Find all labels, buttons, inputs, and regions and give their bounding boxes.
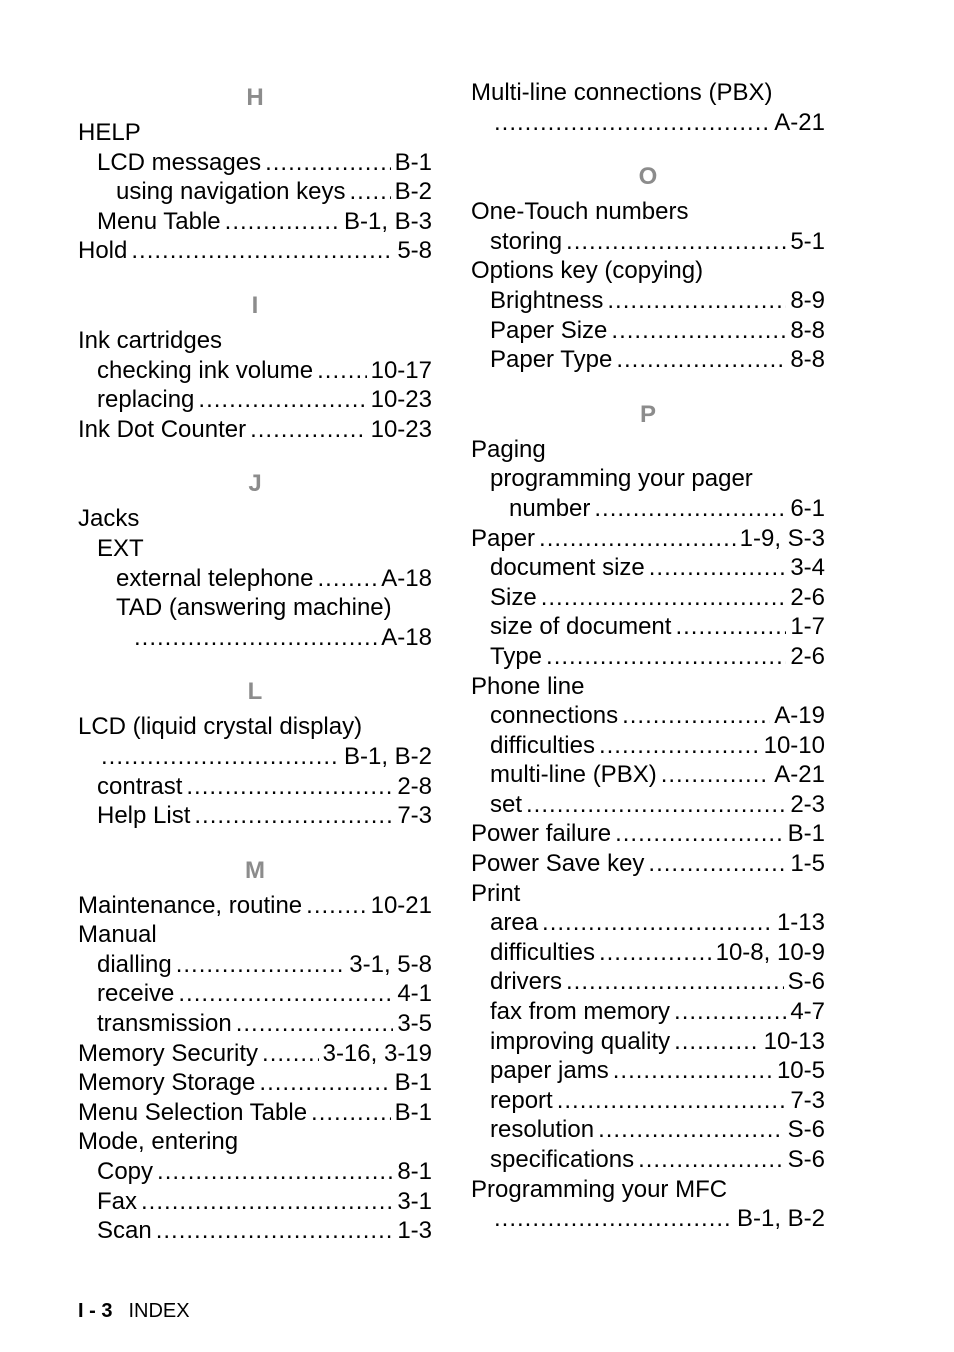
entry-term: Fax <box>97 1187 138 1215</box>
index-entry <box>471 1175 825 1205</box>
entry-term: Ink cartridges <box>78 326 223 354</box>
entry-term: difficulties <box>490 938 595 966</box>
entry-page-ref: 1-9, S-3 <box>739 524 825 552</box>
index-entry <box>78 415 432 445</box>
entry-page-ref: 1-13 <box>776 909 825 937</box>
index-entry <box>471 1145 825 1175</box>
index-entry <box>471 819 825 849</box>
index-entry <box>471 672 825 702</box>
entry-page-ref: S-6 <box>787 968 825 996</box>
index-entry <box>78 177 432 207</box>
section-gap <box>78 652 432 672</box>
index-entry <box>471 316 825 346</box>
index-entry <box>471 345 825 375</box>
index-entry <box>78 593 432 623</box>
entry-page-ref: 7-3 <box>790 1086 825 1114</box>
entry-page-ref: 8-8 <box>790 316 825 344</box>
dot-leader <box>615 819 784 849</box>
index-entry <box>78 118 432 148</box>
index-entry <box>471 642 825 672</box>
dot-leader <box>494 108 770 138</box>
index-entry <box>471 464 825 494</box>
dot-leader <box>622 701 770 731</box>
entry-page-ref: 3-16, 3-19 <box>322 1039 432 1067</box>
section-letter: M <box>245 856 265 884</box>
dot-leader <box>607 286 786 316</box>
dot-leader <box>225 207 340 237</box>
dot-leader <box>178 979 393 1009</box>
entry-page-ref: B-1, B-2 <box>343 742 432 770</box>
entry-term: Power Save key <box>471 850 645 878</box>
dot-leader <box>262 1039 319 1069</box>
page-number: I - 3 <box>78 1300 113 1322</box>
entry-term: fax from memory <box>490 998 671 1026</box>
index-entry <box>78 148 432 178</box>
dot-leader <box>557 1086 787 1116</box>
entry-term: receive <box>97 980 175 1008</box>
index-entry <box>78 504 432 534</box>
entry-page-ref: 5-1 <box>790 227 825 255</box>
dot-leader <box>194 801 393 831</box>
entry-page-ref: 2-3 <box>790 790 825 818</box>
index-column-left <box>78 78 432 1246</box>
dot-leader <box>250 415 367 445</box>
entry-page-ref: 3-1 <box>397 1187 432 1215</box>
index-entry <box>78 979 432 1009</box>
dot-leader <box>566 227 786 257</box>
dot-leader <box>611 316 786 346</box>
entry-term: LCD (liquid crystal display) <box>78 713 363 741</box>
entry-page-ref: 3-5 <box>397 1010 432 1038</box>
section-letter: P <box>639 400 656 428</box>
entry-page-ref: 2-6 <box>790 642 825 670</box>
index-entry <box>471 790 825 820</box>
entry-term: Print <box>471 879 521 907</box>
dot-leader <box>674 1027 760 1057</box>
dot-leader <box>599 938 712 968</box>
dot-leader <box>306 891 366 921</box>
dot-leader <box>157 1157 393 1187</box>
dot-leader <box>598 1115 784 1145</box>
index-entry <box>471 879 825 909</box>
dot-leader <box>259 1068 390 1098</box>
entry-term: Manual <box>78 921 157 949</box>
index-entry <box>471 494 825 524</box>
index-entry <box>471 701 825 731</box>
dot-leader <box>265 148 391 178</box>
section-letter: L <box>247 678 263 706</box>
index-entry <box>78 1068 432 1098</box>
entry-term: LCD messages <box>97 148 262 176</box>
index-entry <box>471 553 825 583</box>
dot-leader <box>349 177 390 207</box>
entry-term: checking ink volume <box>97 356 314 384</box>
index-entry <box>471 731 825 761</box>
index-entry <box>471 908 825 938</box>
entry-page-ref: A-18 <box>381 564 432 592</box>
dot-leader <box>526 790 786 820</box>
entry-term: Jacks <box>78 505 140 533</box>
index-column-right <box>471 78 825 1234</box>
entry-term: Hold <box>78 237 128 265</box>
entry-term: Power failure <box>471 820 612 848</box>
section-letter: I <box>251 291 259 319</box>
entry-term: Memory Storage <box>78 1069 256 1097</box>
dot-leader <box>494 1204 733 1234</box>
section-gap <box>78 266 432 286</box>
entry-page-ref: A-18 <box>381 623 432 651</box>
entry-page-ref: 10-5 <box>776 1057 825 1085</box>
entry-term: programming your pager <box>490 465 753 493</box>
section-gap <box>78 831 432 851</box>
entry-term: using navigation keys <box>116 178 346 206</box>
section-name: INDEX <box>128 1300 190 1322</box>
dot-leader <box>542 908 773 938</box>
index-entry <box>471 1204 825 1234</box>
dot-leader <box>541 583 787 613</box>
index-entry <box>78 742 432 772</box>
section-gap <box>471 375 825 395</box>
index-entry <box>471 286 825 316</box>
dot-leader <box>131 236 393 266</box>
entry-term: storing <box>490 227 563 255</box>
entry-page-ref: B-1 <box>394 148 432 176</box>
index-entry <box>78 891 432 921</box>
section-gap <box>78 444 432 464</box>
entry-term: Scan <box>97 1217 152 1245</box>
dot-leader <box>317 356 367 386</box>
entry-term: resolution <box>490 1116 595 1144</box>
entry-term: specifications <box>490 1146 635 1173</box>
dot-leader <box>156 1216 394 1246</box>
entry-term: EXT <box>97 534 144 562</box>
index-entry <box>78 1127 432 1157</box>
dot-leader <box>134 623 377 653</box>
entry-page-ref: 8-1 <box>397 1158 432 1186</box>
entry-term: Paper Size <box>490 316 608 344</box>
index-entry <box>78 920 432 950</box>
dot-leader <box>141 1187 393 1217</box>
index-entry <box>78 623 432 653</box>
entry-term: drivers <box>490 968 563 996</box>
dot-leader <box>674 997 786 1027</box>
dot-leader <box>661 760 771 790</box>
entry-term: TAD (answering machine) <box>116 594 392 622</box>
index-entry <box>78 950 432 980</box>
entry-term: replacing <box>97 386 195 414</box>
entry-term: external telephone <box>116 564 314 592</box>
entry-term: size of document <box>490 613 672 641</box>
index-entry <box>471 938 825 968</box>
entry-term: Phone line <box>471 672 585 700</box>
entry-page-ref: B-1 <box>394 1069 432 1097</box>
entry-page-ref: 10-23 <box>370 386 432 414</box>
index-entry <box>471 435 825 465</box>
entry-term: transmission <box>97 1010 232 1038</box>
dot-leader <box>176 950 346 980</box>
dot-leader <box>638 1145 784 1175</box>
dot-leader <box>101 742 340 772</box>
entry-term: One-Touch numbers <box>471 198 689 226</box>
index-entry <box>471 1027 825 1057</box>
index-entry <box>471 108 825 138</box>
index-entry <box>78 385 432 415</box>
dot-leader <box>649 553 787 583</box>
entry-term: HELP <box>78 119 141 146</box>
dot-leader <box>546 642 786 672</box>
index-entry <box>78 1039 432 1069</box>
index-entry <box>471 1115 825 1145</box>
entry-page-ref: 5-8 <box>397 237 432 265</box>
entry-term: dialling <box>97 950 172 978</box>
entry-term: Menu Selection Table <box>78 1098 308 1126</box>
entry-term: improving quality <box>490 1027 671 1055</box>
entry-term: Size <box>490 583 537 611</box>
dot-leader <box>675 612 786 642</box>
index-entry <box>471 612 825 642</box>
entry-term: number <box>509 494 591 522</box>
dot-leader <box>311 1098 391 1128</box>
entry-page-ref: 1-7 <box>790 613 825 641</box>
entry-page-ref: B-2 <box>394 178 432 206</box>
index-entry <box>78 1157 432 1187</box>
entry-page-ref: A-21 <box>774 108 825 136</box>
entry-page-ref: 10-23 <box>370 415 432 443</box>
dot-leader <box>566 967 784 997</box>
entry-term: Programming your MFC <box>471 1175 728 1203</box>
index-entry <box>471 1056 825 1086</box>
entry-page-ref: 10-10 <box>763 731 825 759</box>
entry-term: document size <box>490 554 645 582</box>
index-entry <box>471 78 825 108</box>
entry-page-ref: 2-8 <box>397 772 432 800</box>
index-entry <box>471 227 825 257</box>
entry-term: set <box>490 790 523 818</box>
section-letter: J <box>248 470 262 498</box>
entry-page-ref: S-6 <box>787 1116 825 1144</box>
index-entry <box>78 564 432 594</box>
index-entry <box>471 849 825 879</box>
entry-page-ref: 1-3 <box>397 1217 432 1245</box>
entry-page-ref: 10-21 <box>370 891 432 919</box>
index-entry <box>471 760 825 790</box>
index-entry <box>78 1187 432 1217</box>
index-entry <box>78 1098 432 1128</box>
entry-page-ref: 10-8, 10-9 <box>715 938 825 966</box>
entry-term: Paper <box>471 524 536 552</box>
entry-page-ref: A-19 <box>774 702 825 730</box>
entry-page-ref: 3-4 <box>790 554 825 582</box>
index-entry <box>78 1216 432 1246</box>
entry-term: paper jams <box>490 1057 609 1085</box>
entry-page-ref: B-1, B-2 <box>736 1205 825 1233</box>
entry-term: Copy <box>97 1158 154 1186</box>
entry-term: Type <box>490 642 543 670</box>
index-entry <box>471 997 825 1027</box>
index-entry <box>471 967 825 997</box>
entry-page-ref: A-21 <box>774 761 825 789</box>
entry-term: multi-line (PBX) <box>490 761 657 789</box>
index-entry <box>78 1009 432 1039</box>
index-entry <box>471 256 825 286</box>
entry-term: Ink Dot Counter <box>78 415 247 443</box>
entry-term: Menu Table <box>97 207 221 235</box>
entry-term: Options key (copying) <box>471 257 704 285</box>
entry-page-ref: S-6 <box>787 1146 825 1173</box>
entry-term: Brightness <box>490 286 604 314</box>
dot-leader <box>613 1056 773 1086</box>
index-entry <box>471 583 825 613</box>
entry-page-ref: 7-3 <box>397 802 432 830</box>
page-footer <box>78 1300 190 1323</box>
dot-leader <box>198 385 366 415</box>
entry-term: connections <box>490 702 619 730</box>
entry-term: Multi-line connections (PBX) <box>471 79 773 106</box>
index-entry <box>471 524 825 554</box>
entry-term: Mode, entering <box>78 1128 239 1156</box>
index-entry <box>78 801 432 831</box>
entry-page-ref: 4-7 <box>790 998 825 1026</box>
dot-leader <box>594 494 786 524</box>
entry-term: report <box>490 1086 553 1114</box>
entry-page-ref: 10-13 <box>763 1027 825 1055</box>
dot-leader <box>186 772 393 802</box>
index-entry <box>78 534 432 564</box>
dot-leader <box>539 524 736 554</box>
entry-term: area <box>490 909 539 937</box>
entry-page-ref: 3-1, 5-8 <box>349 950 432 978</box>
dot-leader <box>236 1009 394 1039</box>
entry-page-ref: B-1 <box>787 820 825 848</box>
entry-page-ref: 4-1 <box>397 980 432 1008</box>
dot-leader <box>616 345 786 375</box>
entry-page-ref: 2-6 <box>790 583 825 611</box>
entry-term: Paging <box>471 435 546 463</box>
index-entry <box>78 772 432 802</box>
entry-page-ref: 8-8 <box>790 346 825 374</box>
section-letter: H <box>246 84 264 111</box>
entry-term: Memory Security <box>78 1039 259 1067</box>
entry-term: Help List <box>97 802 191 830</box>
entry-term: contrast <box>97 772 183 800</box>
entry-term: Paper Type <box>490 346 613 374</box>
section-letter: O <box>638 163 658 191</box>
entry-page-ref: B-1 <box>394 1098 432 1126</box>
entry-term: Maintenance, routine <box>78 891 303 919</box>
entry-page-ref: 8-9 <box>790 286 825 314</box>
entry-term: difficulties <box>490 731 595 759</box>
entry-page-ref: 1-5 <box>790 850 825 878</box>
index-entry <box>78 356 432 386</box>
section-gap <box>471 137 825 157</box>
entry-page-ref: 10-17 <box>370 356 432 384</box>
index-entry <box>471 197 825 227</box>
dot-leader <box>648 849 786 879</box>
index-entry <box>471 1086 825 1116</box>
index-entry <box>78 712 432 742</box>
dot-leader <box>599 731 760 761</box>
entry-page-ref: 6-1 <box>790 494 825 522</box>
entry-page-ref: B-1, B-3 <box>343 207 432 235</box>
index-entry <box>78 207 432 237</box>
index-entry <box>78 236 432 266</box>
dot-leader <box>317 564 377 594</box>
index-entry <box>78 326 432 356</box>
